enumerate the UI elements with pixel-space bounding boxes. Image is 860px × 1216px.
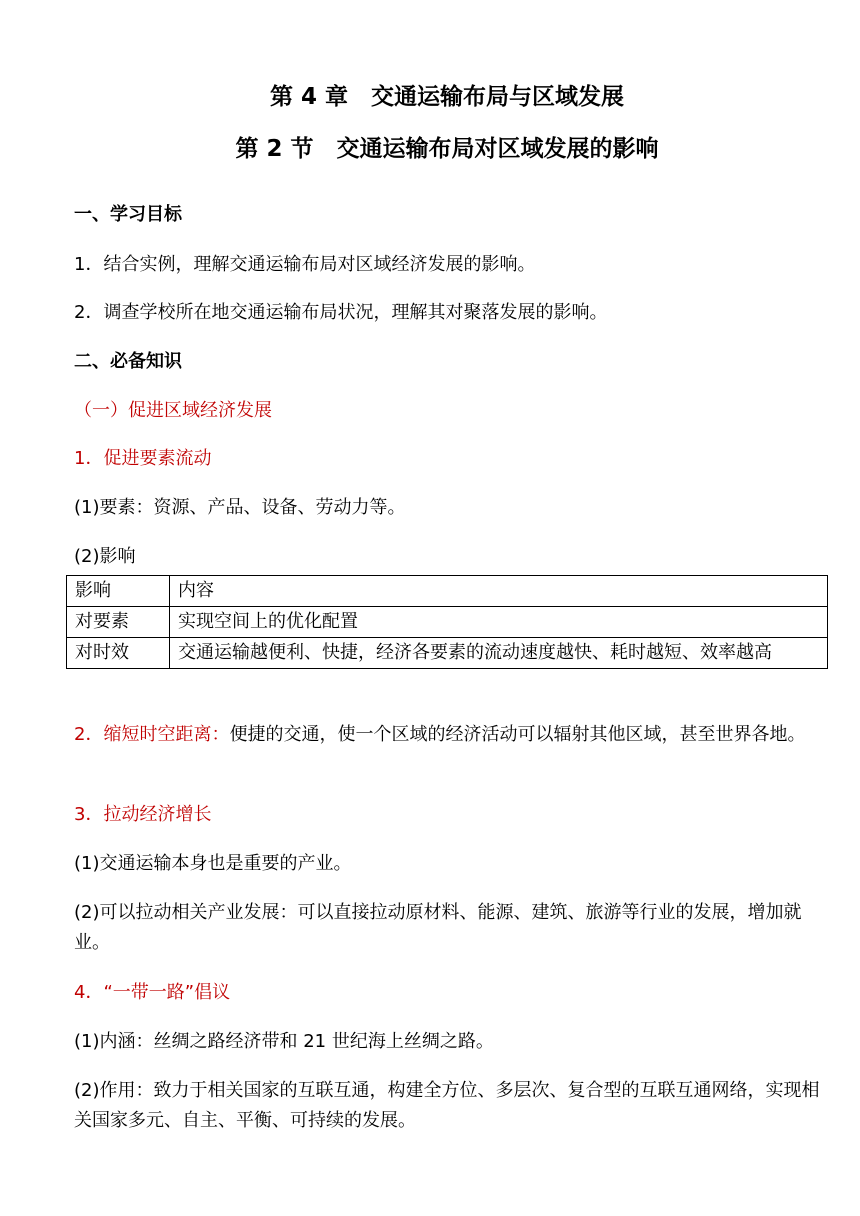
- section-title: 第 2 节 交通运输布局对区域发展的影响: [235, 136, 659, 162]
- goal-1: 1．结合实例，理解交通运输布局对区域经济发展的影响。: [74, 254, 536, 275]
- table-cell: 对时效: [67, 638, 170, 669]
- point-1-influence: (2)影响: [74, 546, 136, 567]
- point-4-a: (1)内涵：丝绸之路经济带和 21 世纪海上丝绸之路。: [74, 1031, 494, 1052]
- influence-table: [66, 575, 828, 669]
- point-2: [74, 720, 824, 750]
- chapter-title: 第 4 章 交通运输布局与区域发展: [269, 84, 625, 110]
- heading-essential-knowledge: 二、必备知识: [74, 351, 182, 372]
- table-cell: 交通运输越便利、快捷，经济各要素的流动速度越快、耗时越短、效率越高: [170, 638, 828, 669]
- point-4-heading: 4．“一带一路”倡议: [74, 982, 231, 1003]
- table-cell: 实现空间上的优化配置: [170, 607, 828, 638]
- point-3-heading: 3．拉动经济增长: [74, 804, 212, 825]
- table-row: [67, 607, 828, 638]
- table-cell: 对要素: [67, 607, 170, 638]
- point-2-body: 便捷的交通，使一个区域的经济活动可以辐射其他区域，甚至世界各地。: [229, 724, 806, 745]
- table-header-cell: 影响: [67, 576, 170, 607]
- point-3-a: (1)交通运输本身也是重要的产业。: [74, 853, 352, 874]
- goal-2: 2．调查学校所在地交通运输布局状况，理解其对聚落发展的影响。: [74, 302, 608, 323]
- heading-learning-goals: 一、学习目标: [74, 204, 182, 225]
- table-header-row: [67, 576, 828, 607]
- point-1-heading: 1．促进要素流动: [74, 448, 212, 469]
- point-3-b: (2)可以拉动相关产业发展：可以直接拉动原材料、能源、建筑、旅游等行业的发展，增加就业。: [74, 902, 802, 953]
- point-1-elements: (1)要素：资源、产品、设备、劳动力等。: [74, 497, 406, 518]
- subsection-1: （一）促进区域经济发展: [74, 400, 272, 421]
- point-4-b: (2)作用：致力于相关国家的互联互通，构建全方位、多层次、复合型的互联互通网络，实现相关国家多元、自主、平衡、可持续的发展。: [74, 1080, 820, 1131]
- table-row: [67, 638, 828, 669]
- table-header-cell: 内容: [170, 576, 828, 607]
- point-2-heading: 2．缩短时空距离：: [74, 724, 230, 745]
